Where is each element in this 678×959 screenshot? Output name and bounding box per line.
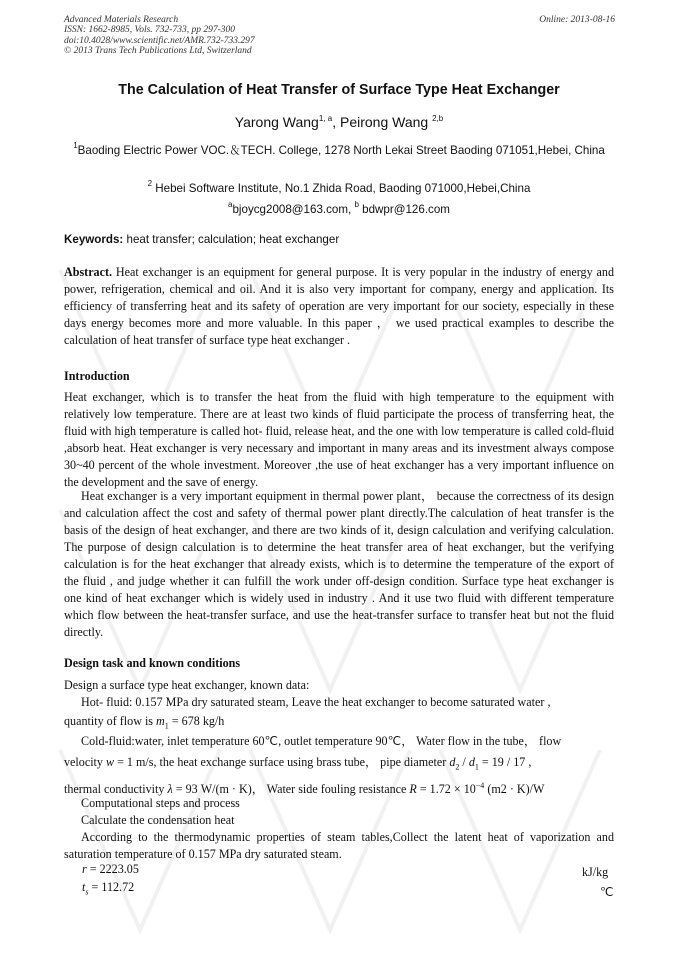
pipe-text: m/s, the heat exchange surface using brass tube， pipe diameter	[132, 755, 450, 769]
eq2-sub: s	[85, 887, 89, 897]
eq1-value: = 2223.05	[86, 862, 139, 876]
design-line-2: Hot- fluid: 0.157 MPa dry saturated steam, Leave the heat exchanger to become saturated water ,	[81, 695, 551, 709]
author-1: Yarong Wang	[234, 114, 319, 130]
r-exp: −4	[475, 781, 485, 790]
author-2-sup: 2,b	[432, 114, 444, 123]
flow-value: = 678	[168, 714, 200, 728]
equation-saturation-temp	[82, 880, 134, 896]
d1-sub: 1	[474, 762, 479, 772]
diameter-comma: ,	[525, 755, 532, 769]
lambda-value: = 93	[172, 782, 198, 797]
equation-latent-heat	[82, 862, 139, 877]
keywords	[64, 233, 339, 246]
aff2-sup: 2	[147, 179, 153, 188]
email-b-sup: b	[354, 200, 359, 209]
d1-var: d	[468, 755, 475, 769]
email-b[interactable]: bdwpr@126.com	[358, 203, 450, 216]
flow-label: quantity of flow is	[64, 714, 157, 728]
design-line-1: Design a surface type heat exchanger, known data:	[64, 678, 310, 692]
author-separator: ,	[332, 114, 340, 130]
aff2-text: Hebei Software Institute, No.1 Zhida Road, Baoding 071000,Hebei,China	[152, 182, 531, 195]
design-line-5	[64, 754, 531, 775]
velocity-label: velocity	[64, 755, 106, 769]
affiliation-2	[64, 175, 614, 197]
email-a[interactable]: bjoycg2008@163.com,	[232, 203, 355, 216]
design-line-9: According to the thermodynamic properties of steam tables,Collect the latent heat of vaporization and saturation temperature of 0.157 MPa dry saturated steam.	[64, 830, 614, 861]
keywords-text: heat transfer; calculation; heat exchanger	[123, 233, 340, 246]
journal-name: Advanced Materials Research	[64, 15, 179, 25]
introduction-heading: Introduction	[64, 369, 130, 383]
email-line	[64, 196, 614, 218]
velocity-var: w	[105, 755, 115, 769]
d2-var: d	[449, 755, 456, 769]
copyright-line: © 2013 Trans Tech Publications Ltd, Switzerland	[64, 45, 252, 56]
diameter-slash: /	[459, 755, 469, 769]
design-line-8: Calculate the condensation heat	[81, 813, 235, 827]
aff1-text: Baoding Electric Power VOC.＆TECH. College, 1278 North Lekai Street Baoding 071051,Hebei, China	[77, 144, 605, 157]
email-a-sup: a	[228, 200, 233, 209]
author-1-sup: 1, a	[318, 114, 333, 123]
r-unit: (m2 · K)/W	[484, 782, 545, 797]
lambda-var: λ	[167, 782, 173, 797]
eq2-value: = 112.72	[88, 880, 135, 894]
fouling-text: W/(m · K)， Water side fouling resistance	[197, 782, 410, 797]
journal-header	[64, 15, 255, 56]
eq2-var: t	[82, 880, 86, 894]
abstract-label: Abstract.	[64, 265, 113, 279]
paper-title: The Calculation of Heat Transfer of Surface Type Heat Exchanger	[118, 82, 560, 98]
velocity-value: = 1	[114, 755, 133, 769]
flow-var: m	[156, 714, 165, 728]
flow-unit: kg/h	[199, 714, 225, 728]
design-heading: Design task and known conditions	[64, 656, 241, 670]
author-2: Peirong Wang	[339, 114, 433, 130]
introduction-paragraph-1: Heat exchanger, which is to transfer the heat from the fluid with high temperature to the equipment with relatively low temperature. There are at least two kinds of fluid participate the process of transferring heat, the fluid with high temperature is called hot- fluid, release heat, and the one with low temperature is called cold-fluid ,absorb heat. Heat exchanger is very necessary and important in many areas and its investment always compose 30~40 percent of the whole investment. Moreover ,the use of heat exchanger has a very important influence on the development and the save of energy.	[64, 390, 614, 489]
abstract	[64, 264, 614, 349]
introduction-paragraph-2: Heat exchanger is a very important equipment in thermal power plant， because the correctness of its design and calculation affect the cost and safety of thermal power plant directly.The calculation of heat transfer is the basis of the design of heat exchanger, and there are two kinds of it, design calculation and verifying calculation. The purpose of design calculation is to determine the heat transfer area of heat exchanger, but the verifying calculation is for the heat exchanger that already exists, which is to determine the temperature of the export of the fluid , and judge whether it can fulfill the work under off-design condition. Surface type heat exchanger is one kind of heat exchanger which is widely used in industry . And it use two fluid with different temperature which flow between the heat-transfer surface, and use the heat-transfer surface to transfer heat but not the fluid directly.	[64, 489, 614, 639]
eq1-unit: kJ/kg	[582, 865, 609, 879]
r-var: R	[409, 782, 417, 797]
doi-line: doi:10.4028/www.scientific.net/AMR.732-733.297	[64, 35, 255, 46]
r-value: = 1.72 × 10	[416, 782, 476, 797]
aff1-sup: 1	[73, 141, 78, 150]
author-line	[0, 114, 678, 130]
affiliation-1	[64, 137, 614, 159]
design-line-4: Cold-fluid:water, inlet temperature 60℃, outlet temperature 90℃， Water flow in the tube， flow	[81, 734, 562, 748]
design-line-3	[64, 713, 224, 734]
keywords-label: Keywords:	[64, 233, 124, 246]
abstract-text: Heat exchanger is an equipment for general purpose. It is very popular in the industry of energy and power, refrigeration, chemical and oil. And it is also very important for company, energy and application. Its efficiency of transferring heat and its safety of operation are very important for our society, especially in these days energy becomes more and more valuable. In this paper ， we used practical examples to describe the calculation of heat transfer of surface type heat exchanger .	[64, 265, 614, 347]
eq2-unit: ℃	[600, 885, 614, 899]
conductivity-label: thermal conductivity	[64, 782, 168, 797]
diameter-value: = 19 / 17	[478, 755, 526, 769]
eq1-var: r	[82, 862, 87, 876]
design-line-7: Computational steps and process	[81, 796, 240, 810]
issn-line: ISSN: 1662-8985, Vols. 732-733, pp 297-300	[64, 25, 235, 36]
d2-sub: 2	[455, 762, 460, 772]
online-date: Online: 2013-08-16	[539, 15, 615, 25]
flow-sub: 1	[164, 721, 169, 731]
